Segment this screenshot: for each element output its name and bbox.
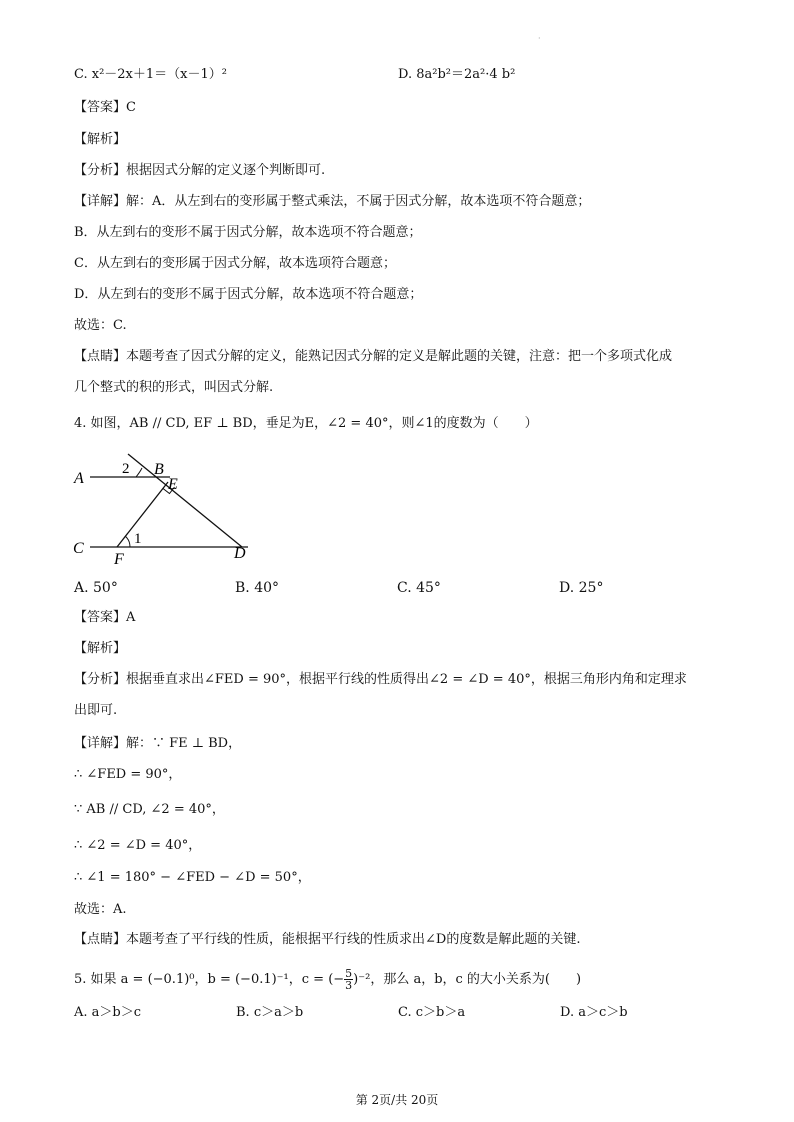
q3-line-d: D．从左到右的变形不属于因式分解，故本选项不符合题意； — [74, 287, 423, 302]
q3-fenxi: 【分析】根据因式分解的定义逐个判断即可. — [74, 163, 326, 178]
q3-line-c: C．从左到右的变形属于因式分解，故本选项符合题意； — [74, 256, 396, 271]
q4-fenxi-1: 【分析】根据垂直求出∠FED = 90°，根据平行线的性质得出∠2 = ∠D = 40°，根据三角形内角和定理求 — [74, 672, 687, 687]
label-c: C — [73, 540, 84, 557]
q4-fenxi-2: 出即可. — [74, 703, 118, 718]
q4-step-2: ∴ ∠FED = 90°， — [74, 767, 182, 782]
q3-option-d: D. 8a²b²＝2a²·4 b² — [398, 67, 516, 82]
q3-line-b: B．从左到右的变形不属于因式分解，故本选项不符合题意； — [74, 225, 422, 240]
q5-frac-num: 5 — [345, 967, 353, 980]
label-e: E — [168, 476, 178, 493]
q5-stem-post: )⁻²，那么 a，b，c 的大小关系为( ) — [353, 972, 582, 987]
label-b: B — [154, 461, 164, 478]
q5-frac-den: 3 — [345, 979, 353, 992]
line-bd — [128, 454, 242, 547]
q3-dianjing-1: 【点睛】本题考查了因式分解的定义，能熟记因式分解的定义是解此题的关键，注意：把一个多项式化成 — [74, 349, 673, 364]
q4-step-3: ∵ AB // CD, ∠2 = 40°， — [74, 802, 225, 817]
line-ef — [117, 482, 168, 547]
label-d: D — [234, 545, 246, 562]
q4-dianjing: 【点睛】本题考查了平行线的性质，能根据平行线的性质求出∠D的度数是解此题的关键. — [74, 932, 581, 947]
q5-option-a: A. a＞b＞c — [74, 1005, 142, 1020]
label-f: F — [114, 551, 124, 567]
label-a: A — [74, 470, 84, 487]
angle-1-arc — [125, 536, 130, 547]
q5-stem — [74, 968, 581, 991]
q4-choose: 故选：A. — [74, 902, 127, 917]
q3-answer: 【答案】C — [74, 100, 136, 115]
q4-analysis-head: 【解析】 — [74, 641, 127, 656]
page-mark: · — [538, 34, 541, 43]
q3-analysis-head: 【解析】 — [74, 132, 127, 147]
page-footer: 第 2页/共 20页 — [355, 1093, 439, 1107]
q4-option-a: A. 50° — [74, 580, 118, 596]
q5-option-d: D. a＞c＞b — [560, 1005, 628, 1020]
q3-xiangjie-a: 【详解】解：A．从左到右的变形属于整式乘法，不属于因式分解，故本选项不符合题意； — [74, 194, 591, 209]
q4-step-5: ∴ ∠1 = 180° − ∠FED − ∠D = 50°， — [74, 870, 311, 885]
q4-option-d: D. 25° — [559, 580, 604, 596]
angle-2-arc — [136, 468, 142, 477]
q5-stem-pre: 5. 如果 a = (−0.1)⁰，b = (−0.1)⁻¹，c = (− — [74, 972, 345, 987]
q4-stem: 4. 如图，AB // CD, EF ⊥ BD，垂足为E，∠2 = 40°，则∠1的度数为（ ） — [74, 416, 538, 431]
q4-option-b: B. 40° — [235, 580, 280, 596]
label-two: 2 — [122, 461, 130, 477]
q4-step-1: 【详解】解：∵ FE ⊥ BD， — [74, 736, 242, 751]
q5-fraction — [344, 968, 353, 991]
label-one: 1 — [134, 531, 142, 547]
q3-dianjing-2: 几个整式的积的形式，叫因式分解. — [74, 380, 274, 395]
q4-step-4: ∴ ∠2 = ∠D = 40°， — [74, 838, 202, 853]
q3-choose: 故选：C. — [74, 318, 127, 333]
q4-figure — [70, 452, 260, 567]
q4-answer: 【答案】A — [74, 610, 136, 625]
q3-option-c: C. x²－2x＋1＝（x－1）² — [74, 67, 227, 82]
q5-option-c: C. c＞b＞a — [398, 1005, 466, 1020]
q5-option-b: B. c＞a＞b — [236, 1005, 304, 1020]
q4-option-c: C. 45° — [397, 580, 441, 596]
